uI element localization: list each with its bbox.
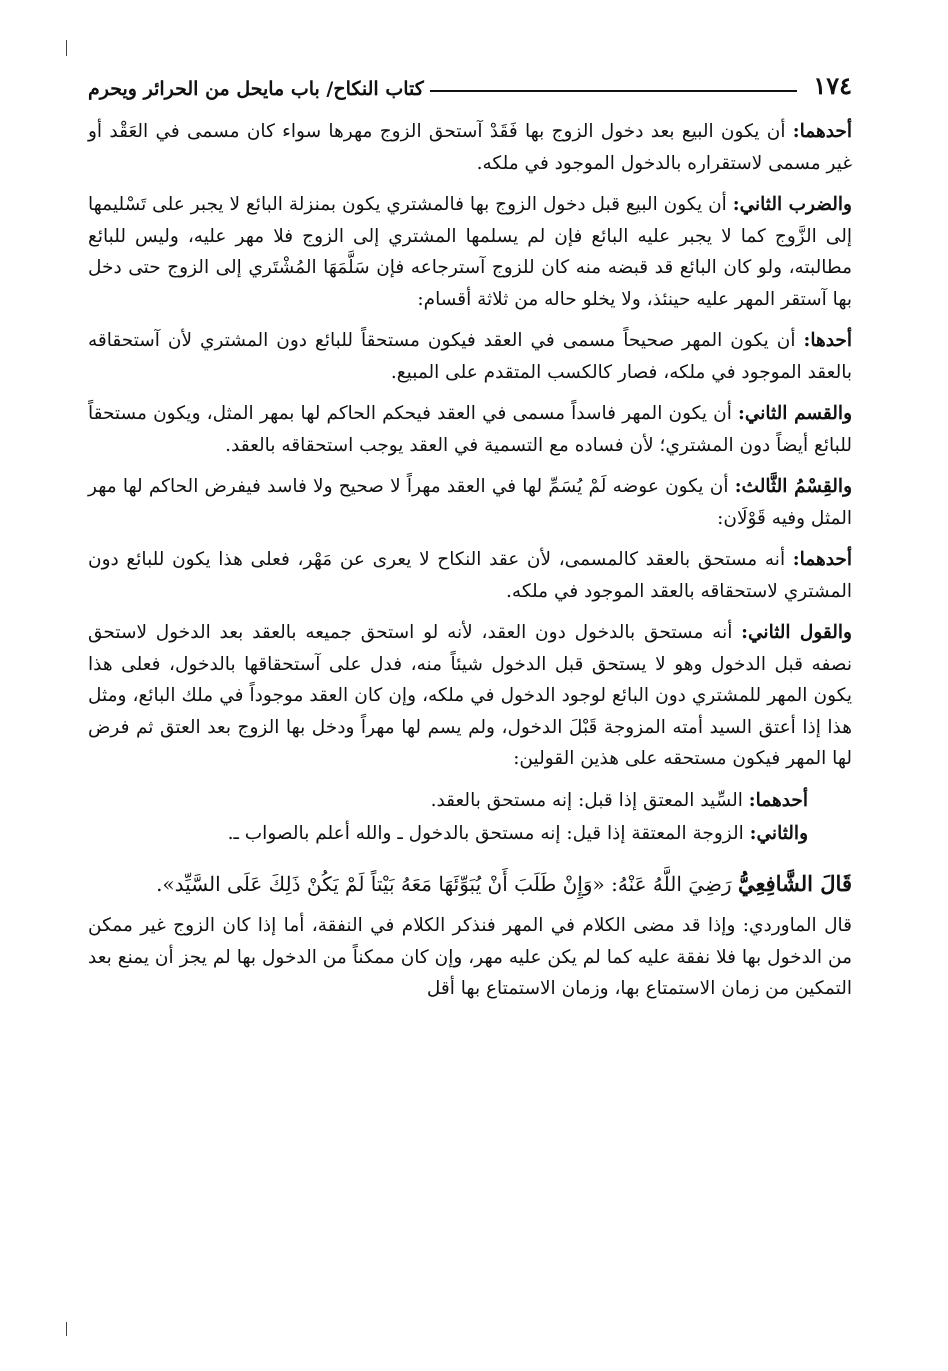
paragraph-text: أن يكون المهر صحيحاً مسمى في العقد فيكون مستحقاً للبائع دون المشتري لأن آستحقاقه بالعقد الموجود في ملكه، فصار كالكسب المتقدم على المبيع. xyxy=(88,330,852,383)
paragraph xyxy=(88,471,852,534)
paragraph-lead: والقِسْمُ الثَّالث: xyxy=(734,476,852,497)
paragraph xyxy=(88,398,852,461)
paragraph-lead: والقسم الثاني: xyxy=(738,403,852,424)
paragraph-text: أنه مستحق بالدخول دون العقد، لأنه لو استحق جميعه بالعقد بعد الدخول لاستحق نصفه قبل الدخول وهو لا يستحق قبل الدخول شيئاً منه، فدل على آستحقاقها بالدخول، فعلى هذا يكون المهر للمشتري دون البائع لوجود الدخول في ملكه، وإن كان العقد موجوداً في ملك البائع، ومثل هذا إذا أعتق السيد أمته المزوجة قَبْلَ الدخول، ولم يسم لها مهراً ودخل بها الزوج بعد العتق ثم فرض لها المهر فيكون مستحقه على هذين القولين: xyxy=(88,622,852,769)
page-number: ١٧٤ xyxy=(813,71,852,100)
page-header xyxy=(88,66,852,100)
paragraph xyxy=(88,544,852,607)
paragraph-text: أن يكون البيع بعد دخول الزوج بها فَقَدْ آستحق الزوج مهرها سواء كان مسمى في العَقْد أو غير مسمى لاستقراره بالدخول الموجود في ملكه. xyxy=(88,121,852,174)
paragraph xyxy=(88,617,852,775)
indented-line xyxy=(88,785,852,817)
paragraph xyxy=(88,189,852,315)
paragraph-text: أن يكون عوضه لَمْ يُسَمِّ لها في العقد مهراً لا صحيح ولا فاسد فيفرض الحاكم لها مهر المثل وفيه قَوْلَان: xyxy=(88,476,852,529)
header-rule xyxy=(430,90,798,92)
scan-edge-mark-top xyxy=(66,40,67,56)
indented-text: السِّيد المعتق إذا قبل: إنه مستحق بالعقد. xyxy=(430,789,749,811)
indented-line xyxy=(88,818,852,850)
paragraph-lead: أحدهما: xyxy=(792,549,852,570)
running-title: كتاب النكاح/ باب مايحل من الحرائر ويحرم xyxy=(88,78,424,100)
paragraph-text: أن يكون البيع قبل دخول الزوج بها فالمشتري يكون بمنزلة البائع لا يجبر على تَسْليمها إلى الزَّوج كما لا يجبر عليه البائع فإن لم يسلمها المشتري إلى الزوج فلا مهر عليه، وليس للبائع مطالبته، ولو كان البائع قد قبضه منه كان للزوج آسترجاعه فإن سَلَّمَهَا المُشْتَري إلى الزوج حتى دخل بها آستقر المهر عليه حينئذ، ولا يخلو حاله من ثلاثة أقسام: xyxy=(88,194,852,310)
paragraph xyxy=(88,325,852,388)
quote-text: رَضِيَ اللَّهُ عَنْهُ: «وَإِنْ طَلَبَ أَنْ يُبَوِّئَهَا مَعَهُ بَيْتاً لَمْ يَكُنْ ذَلِكَ عَلَى السَّيِّد». xyxy=(156,871,738,896)
paragraph xyxy=(88,116,852,179)
scan-edge-mark-bottom xyxy=(66,1322,67,1336)
indented-text: الزوجة المعتقة إذا قيل: إنه مستحق بالدخول ـ والله أعلم بالصواب ـ. xyxy=(227,823,750,844)
shafii-quote xyxy=(88,868,852,901)
paragraph-text: أن يكون المهر فاسداً مسمى في العقد فيحكم الحاكم لها بمهر المثل، ويكون مستحقاً للبائع أيضاً دون المشتري؛ لأن فساده مع التسمية في العقد يوجب استحقاقه بالعقد. xyxy=(88,403,852,456)
quote-lead: قَالَ الشَّافِعِيُّ xyxy=(737,870,852,896)
paragraph-lead: والقول الثاني: xyxy=(741,622,852,643)
indented-lead: أحدهما: xyxy=(748,789,808,811)
paragraph-text: أنه مستحق بالعقد كالمسمى، لأن عقد النكاح لا يعرى عن مَهْر، فعلى هذا يكون للبائع دون المشتري لاستحقاقه بالعقد الموجود في ملكه. xyxy=(88,549,852,602)
indented-lead: والثاني: xyxy=(749,823,808,844)
paragraph-lead: أحدها: xyxy=(803,330,852,351)
page-body xyxy=(88,116,852,1015)
paragraph-lead: أحدهما: xyxy=(792,121,852,142)
paragraph-lead: والضرب الثاني: xyxy=(732,194,852,215)
final-paragraph xyxy=(88,910,852,1005)
final-paragraph-text: قال الماوردي: وإذا قد مضى الكلام في المهر فنذكر الكلام في النفقة، أما إذا كان الزوج غير ممكن من الدخول بها فلا نفقة عليه كما لم يكن عليه مهر، وإن كان ممكناً من الدخول بها لم يجز أن يمنع بعد التمكين من زمان الاستمتاع بها، وزمان الاستمتاع بها أقل xyxy=(88,915,852,999)
